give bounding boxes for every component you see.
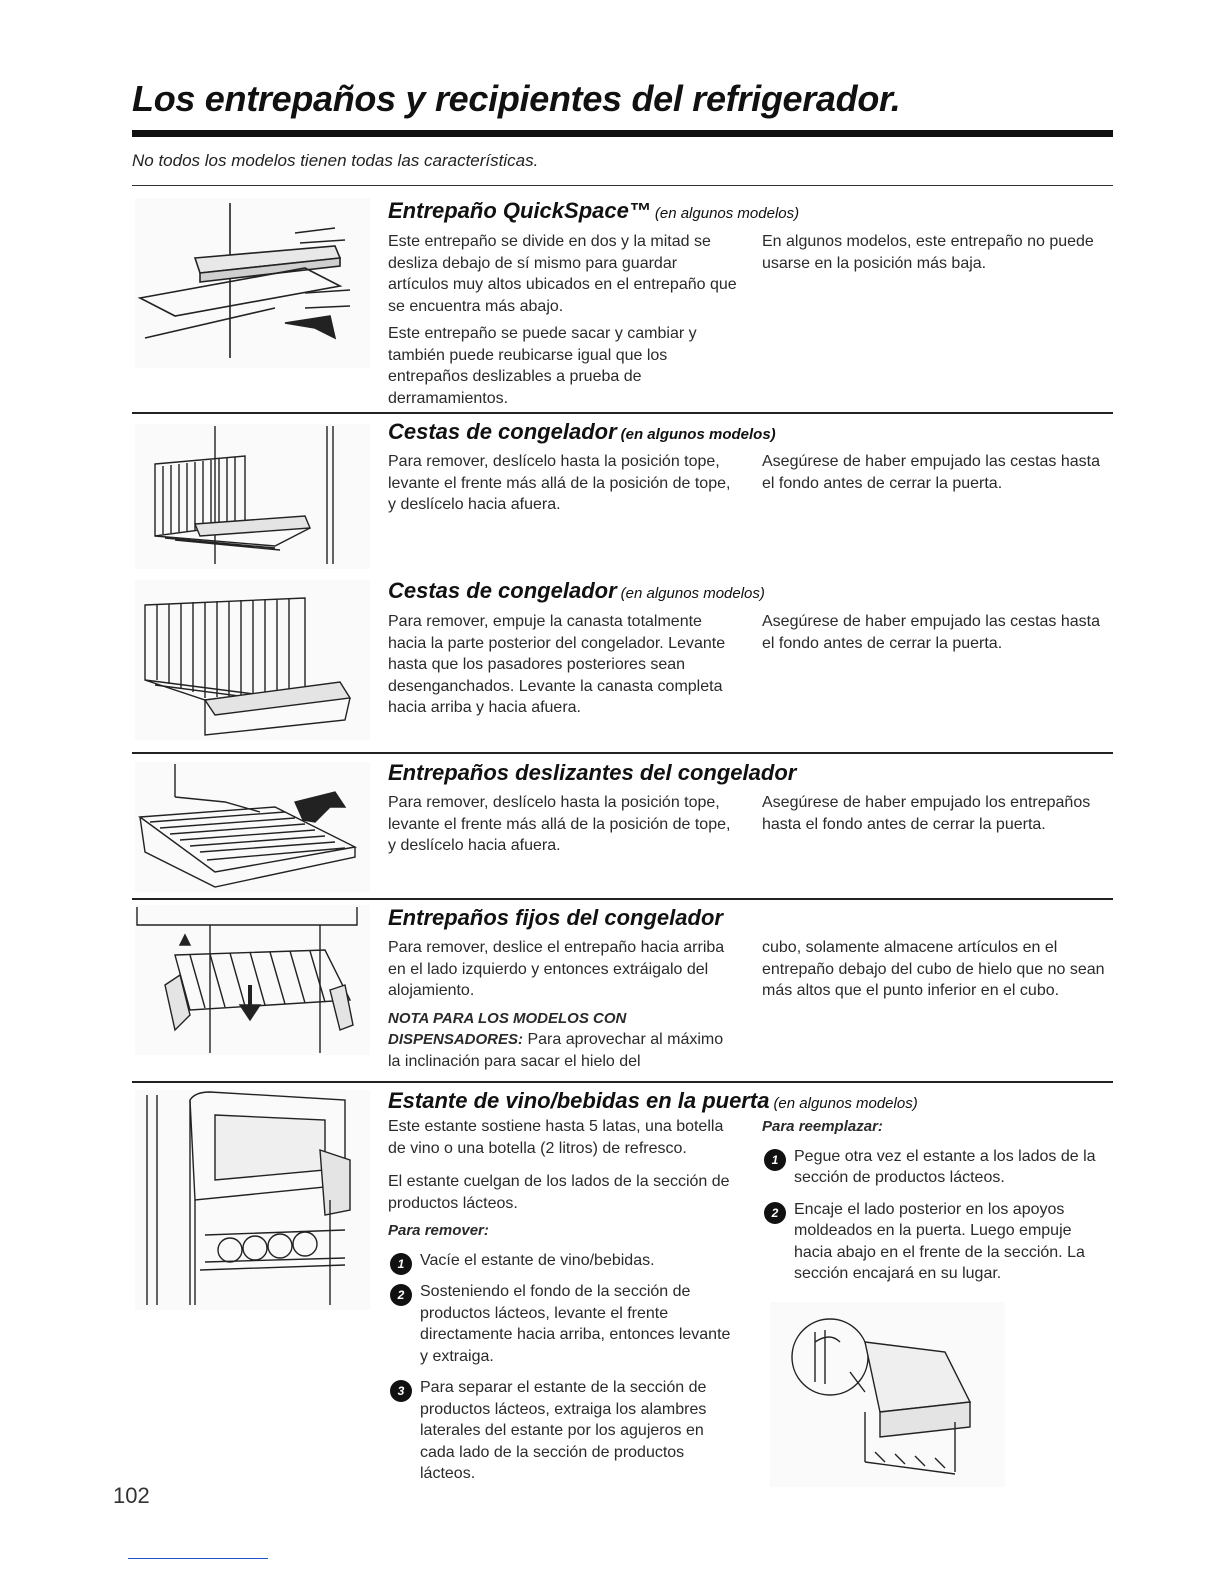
baskets2-col2: [762, 611, 1114, 660]
fixed-note: [388, 1008, 740, 1073]
baskets1-title: Cestas de congelador: [388, 419, 617, 444]
remove-step: [388, 1377, 740, 1485]
section-rule: [132, 752, 1113, 754]
wine-col1: [388, 1116, 740, 1495]
fixed-col2: [762, 937, 1114, 1008]
baskets2-paragraph-1: Para remover, empuje la canasta totalmente hacia la parte posterior del congelador. Levante hasta que los pasadores posteriores sean desenganchados. Levante la canasta completa hacia arriba y hacia afuera.: [388, 613, 726, 716]
baskets2-note: Asegúrese de haber empujado las cestas hasta el fondo antes de cerrar la puerta.: [762, 613, 1100, 652]
fixed-section-title: Entrepaños fijos del congelador: [388, 905, 723, 930]
replace-step: [762, 1199, 1114, 1285]
freezer-basket-illustration-1: [135, 424, 370, 569]
wine-qualifier: (en algunos modelos): [773, 1095, 918, 1112]
fixed-note-text: Para aprovechar al máximo la inclinación para sacar el hielo del: [388, 1031, 724, 1070]
step-text: Para separar el estante de la sección de productos lácteos, extraiga los alambres laterales del estante por los agujeros en cada lado de la sección de productos lácteos.: [420, 1379, 707, 1482]
fixed-col2-paragraph: cubo, solamente almacene artículos en el entrepaño debajo del cubo de hielo que no sean más altos que el punto inferior en el cubo.: [762, 939, 1105, 999]
quickspace-qualifier: (en algunos modelos): [654, 205, 800, 222]
quickspace-paragraph-1: Este entrepaño se divide en dos y la mitad se desliza debajo de sí mismo para guardar artículos muy altos ubicados en el entrepaño que se encuentra más abajo.: [388, 233, 737, 315]
quickspace-col1: [388, 231, 740, 415]
wine-paragraph-1: Este estante sostiene hasta 5 latas, una botella de vino o una botella (2 litros) de refresco.: [388, 1118, 724, 1157]
baskets2-col1: [388, 611, 740, 725]
section-rule: [132, 412, 1113, 414]
freezer-basket-illustration-2: [135, 580, 370, 740]
step-text: Vacíe el estante de vino/bebidas.: [420, 1251, 655, 1269]
sliding-section-title: Entrepaños deslizantes del congelador: [388, 760, 797, 785]
sliding-shelf-illustration: [135, 762, 370, 892]
quickspace-title: Entrepaño QuickSpace™: [388, 198, 651, 223]
step-text: Sosteniendo el fondo de la sección de productos lácteos, levante el frente directamente hacia arriba, entonces levante y extraiga.: [420, 1283, 731, 1365]
quickspace-shelf-illustration: [135, 198, 370, 368]
wine-paragraph-2: El estante cuelgan de los lados de la sección de productos lácteos.: [388, 1173, 730, 1212]
wine-rack-replace-illustration: [770, 1302, 1005, 1487]
sliding-paragraph-1: Para remover, deslícelo hasta la posición tope, levante el frente más allá de la posición de tope, y deslícelo hacia afuera.: [388, 794, 731, 854]
fixed-note-label: NOTA PARA LOS MODELOS CON DISPENSADORES:: [388, 1009, 627, 1048]
wine-col2: [762, 1116, 1114, 1295]
remove-heading: Para remover:: [388, 1222, 489, 1239]
baskets2-section-title: [388, 578, 765, 604]
remove-step: [388, 1281, 740, 1367]
step-text: Pegue otra vez el estante a los lados de la sección de productos lácteos.: [794, 1147, 1096, 1186]
sliding-col1: [388, 792, 740, 863]
baskets1-col2: [762, 451, 1114, 500]
fixed-paragraph-1: Para remover, deslice el entrepaño hacia arriba en el lado izquierdo y entonces extráigalo del alojamiento.: [388, 939, 725, 999]
section-rule: [132, 898, 1113, 900]
footer-line: [128, 1558, 268, 1559]
baskets1-qualifier: (en algunos modelos): [620, 426, 776, 443]
baskets2-qualifier: (en algunos modelos): [620, 585, 765, 602]
wine-rack-illustration: [135, 1090, 370, 1310]
wine-section-title: [388, 1088, 918, 1114]
remove-step: [388, 1250, 740, 1272]
baskets1-note: Asegúrese de haber empujado las cestas hasta el fondo antes de cerrar la puerta.: [762, 453, 1100, 492]
baskets1-paragraph-1: Para remover, deslícelo hasta la posición tope, levante el frente más allá de la posición de tope, y deslícelo hacia afuera.: [388, 453, 731, 513]
step-number-icon: 3: [390, 1380, 412, 1402]
quickspace-paragraph-2: Este entrepaño se puede sacar y cambiar y también puede reubicarse igual que los entrepaños deslizables a prueba de derramamientos.: [388, 325, 697, 407]
title-rule: [132, 130, 1113, 137]
sliding-note: Asegúrese de haber empujado los entrepaños hasta el fondo antes de cerrar la puerta.: [762, 794, 1091, 833]
baskets1-section-title: [388, 419, 776, 445]
step-text: Encaje el lado posterior en los apoyos moldeados en la puerta. Luego empuje hacia abajo en el frente de la sección. La sección encajará en su lugar.: [794, 1200, 1085, 1282]
step-number-icon: 1: [390, 1253, 412, 1275]
page-title: Los entrepaños y recipientes del refrigerador.: [132, 78, 901, 119]
quickspace-col2: [762, 231, 1114, 280]
step-number-icon: 2: [390, 1284, 412, 1306]
baskets2-title: Cestas de congelador: [388, 578, 617, 603]
baskets1-col1: [388, 451, 740, 522]
sliding-col2: [762, 792, 1114, 841]
replace-step: [762, 1146, 1114, 1189]
quickspace-section-title: [388, 198, 799, 224]
page-number: 102: [113, 1483, 150, 1508]
section-rule: [132, 1081, 1113, 1083]
quickspace-note: En algunos modelos, este entrepaño no puede usarse en la posición más baja.: [762, 233, 1094, 272]
step-number-icon: 2: [764, 1202, 786, 1224]
wine-title: Estante de vino/bebidas en la puerta: [388, 1088, 770, 1113]
step-number-icon: 1: [764, 1149, 786, 1171]
fixed-col1: [388, 937, 740, 1078]
replace-heading: Para reemplazar:: [762, 1118, 883, 1135]
fixed-shelf-illustration: [135, 905, 370, 1055]
page-subtitle: No todos los modelos tienen todas las características.: [132, 151, 539, 170]
subtitle-rule: [132, 185, 1113, 186]
